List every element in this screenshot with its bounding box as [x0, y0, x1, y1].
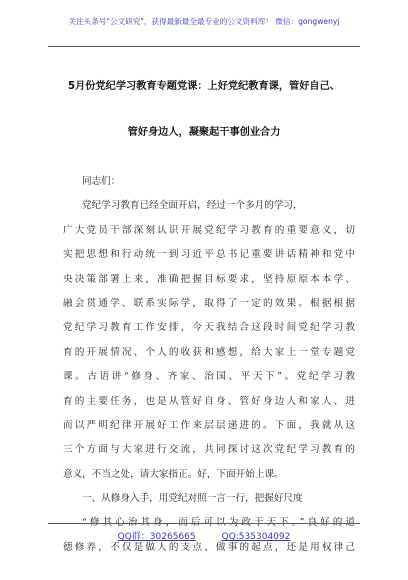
footer [0, 529, 408, 542]
footer-divider [48, 523, 360, 524]
body-line-5: 融会贯通学、联系实际学，取得了一定的效果。根据根据 [63, 297, 355, 309]
body-line-11: 三个方面与大家进行交流，共同探讨这次党纪学习教育的 [63, 444, 355, 456]
header-banner: 关注头条号"公文研究"，获得最新最全最专业的公文资料库！ 微信：gongwenyj [68, 17, 340, 26]
body-line-15: 德修养，不仅是做人的支点、做事的起点，还是用权律己 [63, 541, 355, 553]
greeting: 同志们： [82, 176, 121, 187]
body-line-8: 课。古语讲“修身、齐家、治国、平天下”。党纪学习教 [63, 371, 355, 383]
document-title-line-1: 5月份党纪学习教育专题党课：上好党纪教育课，管好自己、 [68, 81, 340, 92]
document-title-line-2: 管好身边人，凝聚起干事创业合力 [127, 127, 281, 138]
body-line-12: 意义，不当之处，请大家指正。好，下面开始上课。 [63, 468, 284, 480]
body-line-10: 而以严明纪律开展好工作来层层递进的。下面，我就从这 [63, 419, 355, 431]
footer-qq-number: QQ:535304092 [221, 532, 291, 542]
header-divider [48, 46, 360, 47]
body-line-4: 央决策部署上来，准确把握目标要求，坚持原原本本学、 [63, 273, 355, 285]
footer-qq-group: QQ群：30265665 [117, 532, 196, 542]
section-heading-1: 一、从修身入手，用党纪对照一言一行，把握好尺度 [82, 493, 303, 505]
body-line-6: 党纪学习教育工作安排，今天我结合这段时间党纪学习教 [63, 322, 355, 334]
body-line-14: “修其心治其身，而后可以为政于天下。”良好的道 [82, 517, 355, 529]
document-body [63, 170, 355, 560]
body-line-7: 育的开展情况、个人的收获和感想，给大家上一堂专题党 [63, 346, 355, 358]
body-line-2: 广大党员干部深刻认识开展党纪学习教育的重要意义，切 [63, 224, 355, 236]
body-line-3: 实把思想和行动统一到习近平总书记重要讲话精神和党中 [63, 249, 355, 261]
body-line-9: 育的主要任务，也是从管好自身、管好身边人和家人、进 [63, 395, 355, 407]
body-line-1: 党纪学习教育已经全面开启，经过一个多月的学习， [82, 200, 303, 212]
